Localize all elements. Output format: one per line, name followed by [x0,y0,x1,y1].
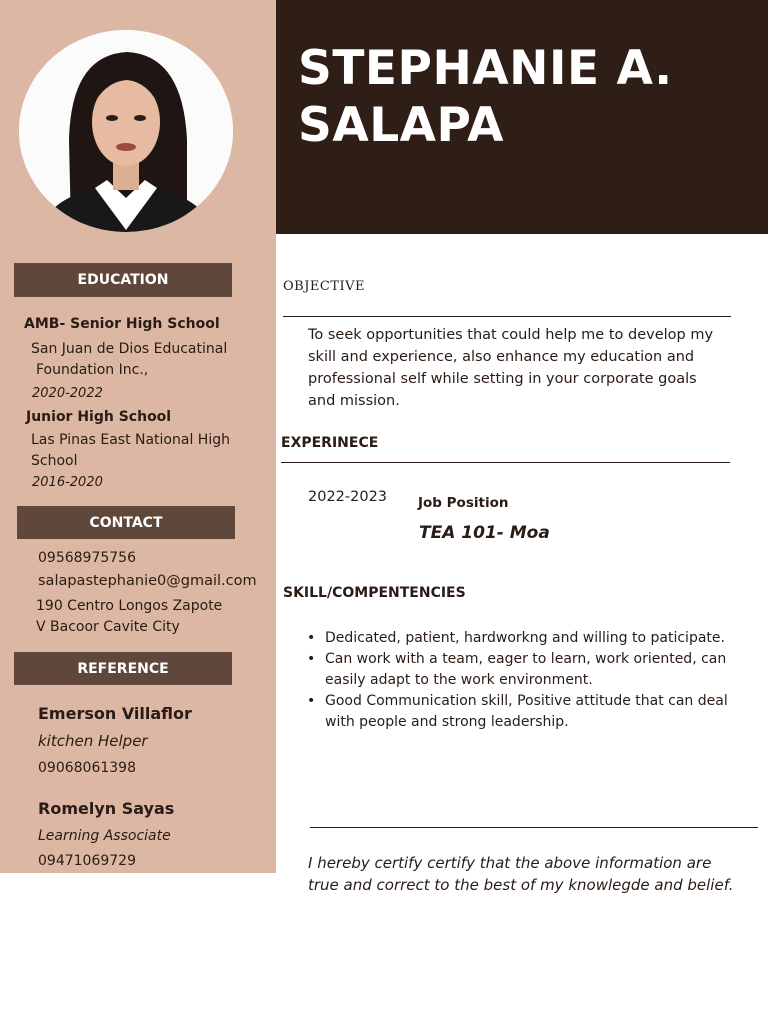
reference-1-name: Emerson Villaflor [38,704,192,723]
skills-list [305,628,760,733]
bullet-icon: • [307,651,316,667]
skill-item-3-line-2: with people and strong leadership. [325,714,569,730]
skill-item-1-line-1: Dedicated, patient, hardworkng and willing to paticipate. [325,630,725,646]
objective-text [308,324,748,412]
objective-line-3: professional self while setting in your corporate goals [308,371,697,387]
school-1-name: AMB- Senior High School [24,316,220,332]
skill-item-3-line-1: Good Communication skill, Positive attitude that can deal [325,693,728,709]
objective-line-4: and mission. [308,393,400,409]
contact-phone: 09568975756 [38,550,136,566]
reference-1-role: kitchen Helper [38,732,148,750]
education-heading: EDUCATION [14,263,232,297]
job-position-value: TEA 101- Moa [419,523,550,543]
experience-heading: EXPERINECE [281,435,379,451]
contact-address-line-1: 190 Centro Longos Zapote [36,598,223,614]
reference-2-phone: 09471069729 [38,853,136,869]
name-line-1: STEPHANIE A. [298,41,673,96]
school-1-place-line-2: Foundation Inc., [36,362,149,378]
objective-divider [283,316,731,317]
certification-divider [310,827,758,828]
school-2-place-line-2: School [31,453,78,469]
skill-item-1 [305,628,760,649]
reference-1-phone: 09068061398 [38,760,136,776]
bullet-icon: • [307,693,316,709]
skills-heading: SKILL/COMPENTENCIES [283,585,466,601]
contact-heading: CONTACT [17,506,235,539]
bullet-icon: • [307,630,316,646]
school-1-place-line-1: San Juan de Dios Educatinal [31,341,228,357]
objective-heading: OBJECTIVE [283,279,366,294]
objective-line-1: To seek opportunities that could help me to develop my [308,327,714,343]
certification-statement [308,852,734,896]
skill-item-3 [305,691,760,733]
school-2-years: 2016-2020 [32,475,103,490]
experience-divider [281,462,730,463]
skill-item-2-line-2: easily adapt to the work environment. [325,672,593,688]
reference-2-role: Learning Associate [38,828,171,844]
reference-heading: REFERENCE [14,652,232,685]
job-position-label: Job Position [418,495,509,511]
experience-years: 2022-2023 [308,489,388,505]
portrait-image [19,30,233,232]
certification-line-1: I hereby certify certify that the above information are [308,854,712,872]
contact-address-line-2: V Bacoor Cavite City [36,619,180,635]
objective-line-2: skill and experience, also enhance my education and [308,349,695,365]
school-2-place-line-1: Las Pinas East National High [31,432,230,448]
name-line-2: SALAPA [298,98,505,153]
school-1-years: 2020-2022 [32,386,103,401]
contact-email: salapastephanie0@gmail.com [38,573,257,589]
profile-photo [19,30,233,232]
school-2-name: Junior High School [26,409,172,425]
skill-item-2-line-1: Can work with a team, eager to learn, work oriented, can [325,651,727,667]
reference-2-name: Romelyn Sayas [38,799,175,818]
skill-item-2 [305,649,760,691]
certification-line-2: true and correct to the best of my knowlegde and belief. [308,876,734,894]
